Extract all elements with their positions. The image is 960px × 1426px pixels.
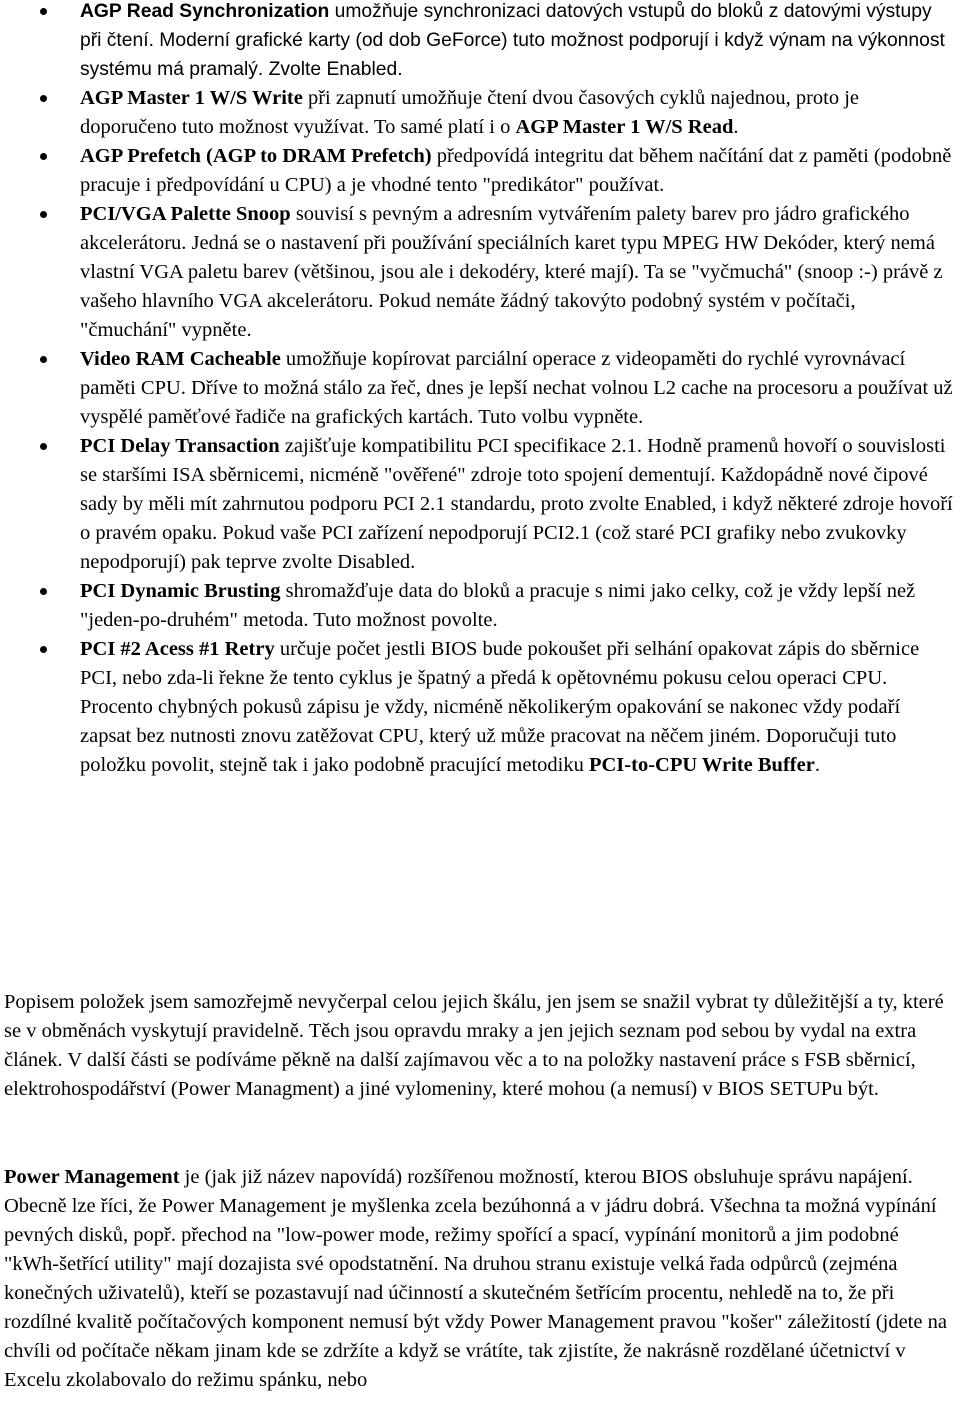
summary-paragraph xyxy=(4,988,956,1104)
setting-description: určuje počet jestli BIOS bude pokoušet při selhání opakovat zápis do sběrnice PCI, nebo zda-li řekne že tento cyklus je špatný a předá k opětovnému pokusu celou operaci CPU. Procento chybných pokusů zápisu je vždy, nicméně několikerým opakování se nakonec vždy podaří zapsat bez nutnosti znovu zatěžovat CPU, který už může pracovat na něčem jiném. Doporučuji tuto položku povolit, stejně tak i jako podobně pracující metodiku xyxy=(80,638,920,776)
setting-name: PCI #2 Acess #1 Retry xyxy=(80,638,275,660)
setting-description-end: . xyxy=(814,754,820,776)
paragraph-text: Popisem položek jsem samozřejmě nevyčerpal celou jejich škálu, jen jsem se snažil vybrat ty důležitější a ty, které se v obměnách vyskytují pravidelně. Těch jsou opravdu mraky a jen jejich seznam pod sebou by vydal na extra článek. V další části se podíváme pěkně na další zajímavou věc a to na položky nastavení práce s FSB sběrnicí, elektrohospodářství (Power Managment) a jiné vylomeniny, které mohou (a nemusí) v BIOS SETUPu být. xyxy=(4,991,944,1100)
setting-description: předpovídá integritu dat během načítání dat z paměti (podobně pracuje i předpovídání u CPU) a je vhodné tento "predikátor" používat. xyxy=(80,145,952,196)
setting-description: shromažďuje data do bloků a pracuje s nimi jako celky, což je vždy lepší než "jeden-po-druhém" metoda. Tuto možnost povolte. xyxy=(80,580,916,631)
setting-name: AGP Master 1 W/S Write xyxy=(80,87,303,109)
setting-description: při zapnutí umožňuje čtení dvou časových cyklů najednou, proto je doporučeno tuto možnost využívat. To samé platí i o xyxy=(80,87,860,138)
list-item xyxy=(0,635,960,780)
list-item xyxy=(0,0,960,84)
setting-name: AGP Read Synchronization xyxy=(80,1,330,22)
bullet-icon xyxy=(40,356,47,363)
setting-description: umožňuje kopírovat parciální operace z videopaměti do rychlé vyrovnávací paměti CPU. Dříve to možná stálo za řeč, dnes je lepší nechat volnou L2 cache na procesoru a používat už vyspělé paměťové řadiče na grafických kartách. Tuto volbu vypněte. xyxy=(80,348,953,428)
list-item xyxy=(0,577,960,635)
list-item xyxy=(0,142,960,200)
setting-name: PCI Dynamic Brusting xyxy=(80,580,281,602)
setting-name: PCI/VGA Palette Snoop xyxy=(80,203,291,225)
bullet-icon xyxy=(40,153,47,160)
bullet-icon xyxy=(40,211,47,218)
bullet-icon xyxy=(40,8,47,15)
setting-description: zajišťuje kompatibilitu PCI specifikace 2.1. Hodně pramenů hovoří o souvislosti se staršími ISA sběrnicemi, nicméně "ověřené" zdroje toto spojení dementují. Každopádně nové čipové sady by měli mít zahrnutou podporu PCI 2.1 standardu, proto zvolte Enabled, i když některé zdroje hovoří o pravém opaku. Pokud vaše PCI zařízení nepodporují PCI2.1 (což staré PCI grafiky nebo zvukovky nepodporují) pak teprve zvolte Disabled. xyxy=(80,435,953,573)
bullet-icon xyxy=(40,646,47,653)
paragraph-text: je (jak již název napovídá) rozšířenou možností, kterou BIOS obsluhuje správu napájení. Obecně lze říci, že Power Management je myšlenka zcela bezúhonná a v jádru dobrá. Všechna ta možná vypínání pevných disků, popř. přechod na "low-power mode, režimy spořící a spací, vypínání monitorů a jim podobné "kWh-šetřící utility" mají dozajista své opodstatnění. Na druhou stranu existuje velká řada odpůrců (zejména konečných uživatelů), kteří se pozastavují nad účinností a skutečném šetřícím procentu, nehledě na to, že při rozdílné kvalitě počítačových komponent nemusí být vždy Power Management pravou "košer" záležitostí (jdete na chvíli od počítače někam jinam kde se zdržíte a když se vrátíte, tak zjistíte, že nakrásně rozdělané účetnictví v Excelu zkolabovalo do režimu spánku, nebo xyxy=(4,1166,947,1391)
setting-name: PCI Delay Transaction xyxy=(80,435,280,457)
bullet-icon xyxy=(40,588,47,595)
setting-name: AGP Prefetch (AGP to DRAM Prefetch) xyxy=(80,145,432,167)
setting-description: souvisí s pevným a adresním vytvářením palety barev pro jádro grafického akcelerátoru. Jedná se o nastavení při používání speciálních karet typu MPEG HW Dekóder, který nemá vlastní VGA paletu barev (většinou, jsou ale i dekodéry, které mají). Ta se "vyčmuchá" (snoop :-) právě z vašeho hlavního VGA akcelerátoru. Pokud nemáte žádný takovýto podobný systém v počítači, "čmuchání" vypněte. xyxy=(80,203,943,341)
list-item xyxy=(0,345,960,432)
list-item xyxy=(0,200,960,345)
setting-description: umožňuje synchronizaci datových vstupů do bloků z datovými výstupy při čtení. Moderní grafické karty (od dob GeForce) tuto možnost podporují i když výnam na výkonnost systému má pramalý. Zvolte Enabled. xyxy=(80,1,945,80)
list-item xyxy=(0,432,960,577)
bullet-icon xyxy=(40,443,47,450)
setting-description-end: . xyxy=(733,116,739,138)
paragraph-heading-term: Power Management xyxy=(4,1166,180,1188)
list-item xyxy=(0,84,960,142)
setting-name: Video RAM Cacheable xyxy=(80,348,281,370)
setting-name-secondary: PCI-to-CPU Write Buffer xyxy=(588,754,815,776)
setting-name-secondary: AGP Master 1 W/S Read xyxy=(515,116,734,138)
power-management-paragraph xyxy=(4,1163,956,1395)
bullet-icon xyxy=(40,95,47,102)
